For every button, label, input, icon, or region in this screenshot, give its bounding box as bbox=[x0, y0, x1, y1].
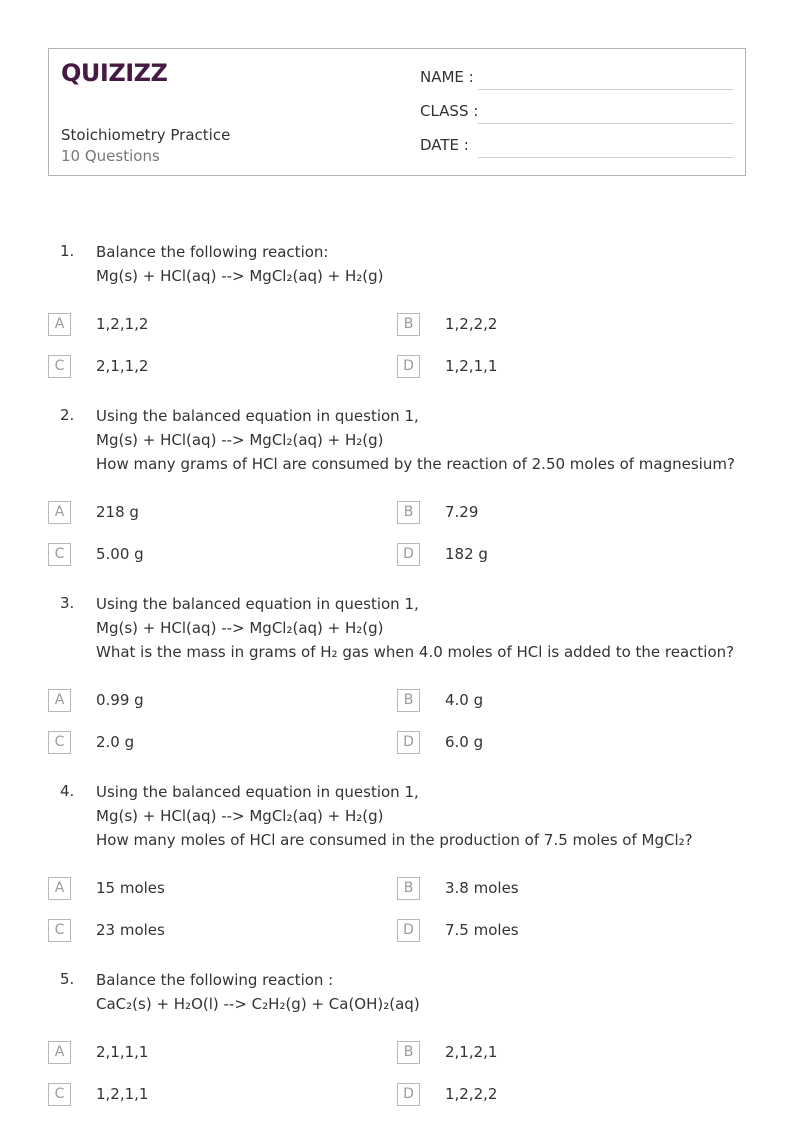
option-a-box[interactable]: A bbox=[48, 1041, 71, 1064]
option-b-text: 4.0 g bbox=[445, 691, 484, 709]
question-text bbox=[96, 968, 420, 1016]
option-d-text: 7.5 moles bbox=[445, 921, 519, 939]
question-line: Balance the following reaction: bbox=[96, 243, 329, 261]
option-d-text: 6.0 g bbox=[445, 733, 484, 751]
option-d-text: 1,2,2,2 bbox=[445, 1085, 498, 1103]
option-a-box[interactable]: A bbox=[48, 313, 71, 336]
option-c-box[interactable]: C bbox=[48, 1083, 71, 1106]
option-a-text: 0.99 g bbox=[96, 691, 144, 709]
question-count: 10 Questions bbox=[61, 147, 160, 165]
question-line: Using the balanced equation in question 1, bbox=[96, 783, 419, 801]
option-d-box[interactable]: D bbox=[397, 919, 420, 942]
option-d-box[interactable]: D bbox=[397, 543, 420, 566]
option-b-text: 2,1,2,1 bbox=[445, 1043, 498, 1061]
option-c-box[interactable]: C bbox=[48, 919, 71, 942]
option-c-text: 1,2,1,1 bbox=[96, 1085, 149, 1103]
worksheet-title: Stoichiometry Practice bbox=[61, 126, 231, 144]
option-d-box[interactable]: D bbox=[397, 1083, 420, 1106]
question-line: What is the mass in grams of H₂ gas when 4.0 moles of HCl is added to the reaction? bbox=[96, 643, 735, 661]
question-text bbox=[96, 240, 384, 288]
option-a-box[interactable]: A bbox=[48, 501, 71, 524]
option-b-box[interactable]: B bbox=[397, 877, 420, 900]
question-number: 3. bbox=[60, 594, 75, 612]
question-number: 2. bbox=[60, 406, 75, 424]
option-a-text: 1,2,1,2 bbox=[96, 315, 149, 333]
option-c-box[interactable]: C bbox=[48, 731, 71, 754]
option-b-box[interactable]: B bbox=[397, 501, 420, 524]
option-c-text: 23 moles bbox=[96, 921, 165, 939]
worksheet-header bbox=[48, 48, 746, 176]
name-label: NAME : bbox=[420, 68, 474, 86]
option-d-box[interactable]: D bbox=[397, 731, 420, 754]
option-d-text: 1,2,1,1 bbox=[445, 357, 498, 375]
question-number: 5. bbox=[60, 970, 75, 988]
question-line: How many moles of HCl are consumed in the production of 7.5 moles of MgCl₂? bbox=[96, 831, 693, 849]
option-a-text: 2,1,1,1 bbox=[96, 1043, 149, 1061]
question-line: How many grams of HCl are consumed by the reaction of 2.50 moles of magnesium? bbox=[96, 455, 735, 473]
option-b-text: 3.8 moles bbox=[445, 879, 519, 897]
question-line: Mg(s) + HCl(aq) --> MgCl₂(aq) + H₂(g) bbox=[96, 431, 384, 449]
question-line: Mg(s) + HCl(aq) --> MgCl₂(aq) + H₂(g) bbox=[96, 267, 384, 285]
option-c-text: 2,1,1,2 bbox=[96, 357, 149, 375]
option-b-box[interactable]: B bbox=[397, 313, 420, 336]
option-b-text: 1,2,2,2 bbox=[445, 315, 498, 333]
option-b-box[interactable]: B bbox=[397, 1041, 420, 1064]
option-a-text: 218 g bbox=[96, 503, 139, 521]
option-c-text: 2.0 g bbox=[96, 733, 135, 751]
option-b-box[interactable]: B bbox=[397, 689, 420, 712]
option-a-box[interactable]: A bbox=[48, 877, 71, 900]
option-a-box[interactable]: A bbox=[48, 689, 71, 712]
question-line: Mg(s) + HCl(aq) --> MgCl₂(aq) + H₂(g) bbox=[96, 807, 384, 825]
name-field[interactable] bbox=[478, 89, 733, 90]
question-line: Balance the following reaction : bbox=[96, 971, 334, 989]
option-d-box[interactable]: D bbox=[397, 355, 420, 378]
question-line: Using the balanced equation in question 1, bbox=[96, 595, 419, 613]
option-d-text: 182 g bbox=[445, 545, 488, 563]
option-c-box[interactable]: C bbox=[48, 543, 71, 566]
date-field[interactable] bbox=[478, 157, 733, 158]
question-text bbox=[96, 780, 693, 852]
date-label: DATE : bbox=[420, 136, 469, 154]
question-line: CaC₂(s) + H₂O(l) --> C₂H₂(g) + Ca(OH)₂(aq) bbox=[96, 995, 420, 1013]
option-c-box[interactable]: C bbox=[48, 355, 71, 378]
option-b-text: 7.29 bbox=[445, 503, 479, 521]
class-label: CLASS : bbox=[420, 102, 479, 120]
question-line: Using the balanced equation in question 1, bbox=[96, 407, 419, 425]
option-a-text: 15 moles bbox=[96, 879, 165, 897]
question-line: Mg(s) + HCl(aq) --> MgCl₂(aq) + H₂(g) bbox=[96, 619, 384, 637]
question-number: 1. bbox=[60, 242, 75, 260]
question-text bbox=[96, 404, 735, 476]
question-number: 4. bbox=[60, 782, 75, 800]
quizizz-logo: QUIZIZZ bbox=[61, 59, 168, 87]
question-text bbox=[96, 592, 734, 664]
option-c-text: 5.00 g bbox=[96, 545, 144, 563]
class-field[interactable] bbox=[478, 123, 733, 124]
